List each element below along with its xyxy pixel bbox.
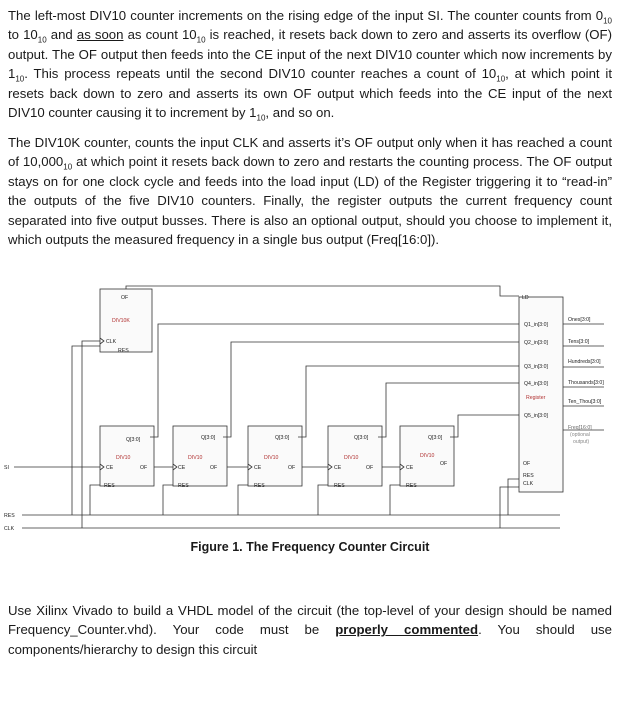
div10-of-label: OF <box>140 465 148 471</box>
output-thousands-label: Thousands[3:0] <box>568 380 604 386</box>
input-clk-label: CLK <box>4 526 15 532</box>
register-clk-label: CLK <box>523 481 534 487</box>
div10-name: DIV10 <box>264 455 279 461</box>
div10-res-label: RES <box>104 483 115 489</box>
div10-q-label: Q[3:0] <box>275 435 290 441</box>
register-ld-label: LD <box>522 295 529 301</box>
div10-name: DIV10 <box>116 455 131 461</box>
output-ten-thou-label: Ten_Thou[3:0] <box>568 399 602 405</box>
paragraph-instructions: Use Xilinx Vivado to build a VHDL model of the circuit (the top-level of your design should be named Frequency_Counter.vhd). Your code must be properly commented. You should use components/hierarchy to design this circuit <box>8 603 612 657</box>
figure-caption: Figure 1. The Frequency Counter Circuit <box>190 540 430 554</box>
register-q4-label: Q4_in[3:0] <box>524 381 548 387</box>
div10-q-label: Q[3:0] <box>354 435 369 441</box>
div10-res-label: RES <box>334 483 345 489</box>
div10-ce-label: CE <box>106 465 114 471</box>
div10k-name: DIV10K <box>112 318 130 324</box>
div10k-clk-label: CLK <box>106 339 117 345</box>
div10-res-label: RES <box>406 483 417 489</box>
register-q3-label: Q3_in[3:0] <box>524 364 548 370</box>
output-freq-optional: (optional <box>570 432 590 438</box>
register-q2-label: Q2_in[3:0] <box>524 340 548 346</box>
frequency-counter-diagram <box>0 284 620 534</box>
input-si-label: SI <box>4 465 9 471</box>
register-q5-label: Q5_in[3:0] <box>524 413 548 419</box>
output-ones-label: Ones[3:0] <box>568 317 591 323</box>
div10-name: DIV10 <box>188 455 203 461</box>
div10-of-label: OF <box>288 465 296 471</box>
output-freq-optional-2: output) <box>573 439 590 445</box>
div10k-of-label: OF <box>121 295 129 301</box>
input-res-label: RES <box>4 513 15 519</box>
div10-ce-label: CE <box>334 465 342 471</box>
register-q1-label: Q1_in[3:0] <box>524 322 548 328</box>
div10-res-label: RES <box>178 483 189 489</box>
div10-q-label: Q[3:0] <box>428 435 443 441</box>
div10-ce-label: CE <box>178 465 186 471</box>
output-hundreds-label: Hundreds[3:0] <box>568 359 601 365</box>
div10-q-label: Q[3:0] <box>126 437 141 443</box>
div10-q-label: Q[3:0] <box>201 435 216 441</box>
div10k-res-label: RES <box>118 348 129 354</box>
div10-ce-label: CE <box>254 465 262 471</box>
register-of-label: OF <box>523 461 531 467</box>
paragraph-div10k: The DIV10K counter, counts the input CLK and asserts it’s OF output only when it has reached a count of $10,000_{10}$ at which point it resets back down to zero and restarts the counting process. The OF output stays on for one clock cycle and feeds into the load input (LD) of the Register triggering it to “read-in” the outputs of the five DIV10 counters. Finally, the register outputs the current frequency count separated into five output busses. There is also an optional output, should you choose to implement it, which outputs the measured frequency in a single bus output (Freq[16:0]). <box>8 135 612 248</box>
div10-of-label: OF <box>440 461 448 467</box>
div10-name: DIV10 <box>344 455 359 461</box>
div10-res-label: RES <box>254 483 265 489</box>
div10-name: DIV10 <box>420 453 435 459</box>
output-freq-label: Freq[16:0] <box>568 425 592 431</box>
register-res-label: RES <box>523 473 534 479</box>
register-name: Register <box>526 395 546 401</box>
output-tens-label: Tens[3:0] <box>568 339 590 345</box>
paragraph-intro: The left-most DIV10 counter increments on the rising edge of the input SI. The counter counts from $0_{10}$ to $10_{10}$ and as soon as count $10_{10}$ is reached, it resets back down to zero and asserts its overflow (OF) output. The OF output then feeds into the CE input of the next DIV10 counter which now increments by $1_{10}$. This process repeats until the second DIV10 counter reaches a count of $10_{10}$, at which point it resets back down to zero and asserts its own OF output which feeds into the CE input of the next DIV10 counter causing it to increment by $1_{10}$, and so on. <box>8 8 612 123</box>
div10-of-label: OF <box>366 465 374 471</box>
div10-of-label: OF <box>210 465 218 471</box>
div10-ce-label: CE <box>406 465 414 471</box>
